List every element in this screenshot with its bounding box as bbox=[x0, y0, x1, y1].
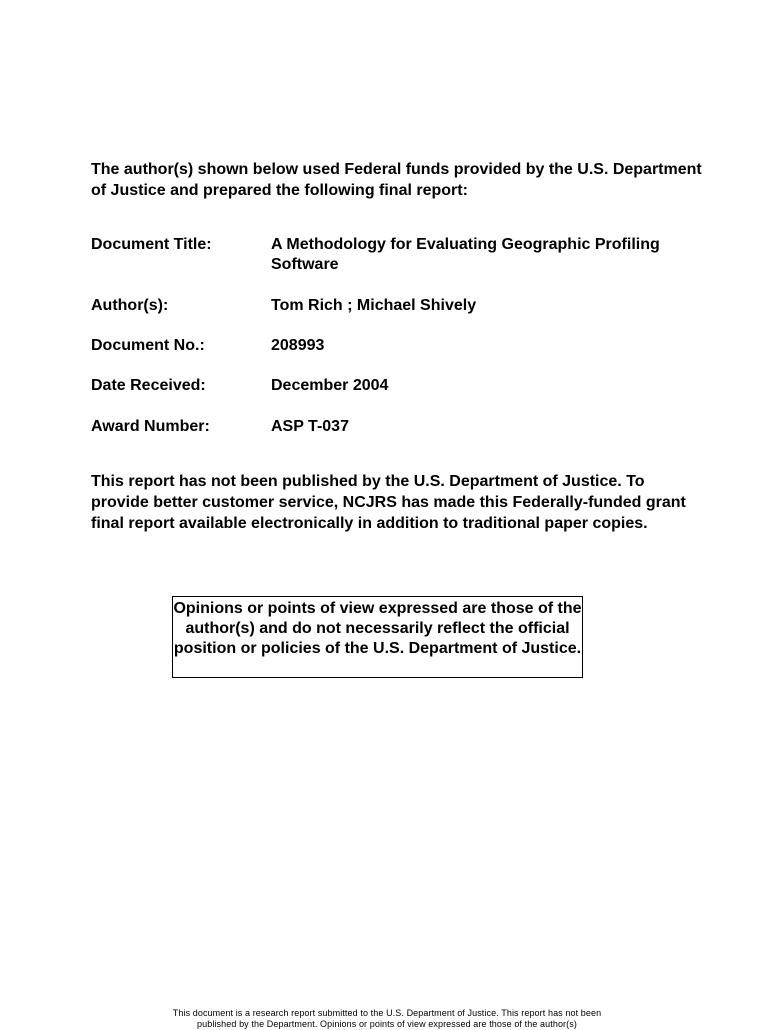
disclaimer-box: Opinions or points of view expressed are those of the author(s) and do not necessarily reflect the official position or policies of the U.S. Department of Justice. bbox=[172, 596, 583, 678]
document-title-label: Document Title: bbox=[91, 236, 212, 253]
publication-notice: This report has not been published by the U.S. Department of Justice. To provide better customer service, NCJRS has made this Federally-funded grant final report available electronically in addition to traditional paper copies. bbox=[91, 473, 686, 532]
document-number-label: Document No.: bbox=[91, 337, 205, 354]
authors-label: Author(s): bbox=[91, 297, 169, 314]
award-number-value: ASP T-037 bbox=[271, 418, 349, 435]
date-received-label: Date Received: bbox=[91, 377, 206, 394]
authors-value: Tom Rich ; Michael Shively bbox=[271, 297, 477, 314]
award-number-label: Award Number: bbox=[91, 418, 210, 435]
date-received-value: December 2004 bbox=[271, 377, 389, 394]
intro-statement: The author(s) shown below used Federal funds provided by the U.S. Department of Justice and prepared the following final report: bbox=[91, 161, 702, 199]
footer-note: This document is a research report submitted to the U.S. Department of Justice. This report has not been published by the Department. Opinions or points of view expressed are those of the author(s) bbox=[172, 1008, 602, 1029]
document-title-value: A Methodology for Evaluating Geographic Profiling Software bbox=[271, 236, 660, 273]
document-number-value: 208993 bbox=[271, 337, 325, 354]
